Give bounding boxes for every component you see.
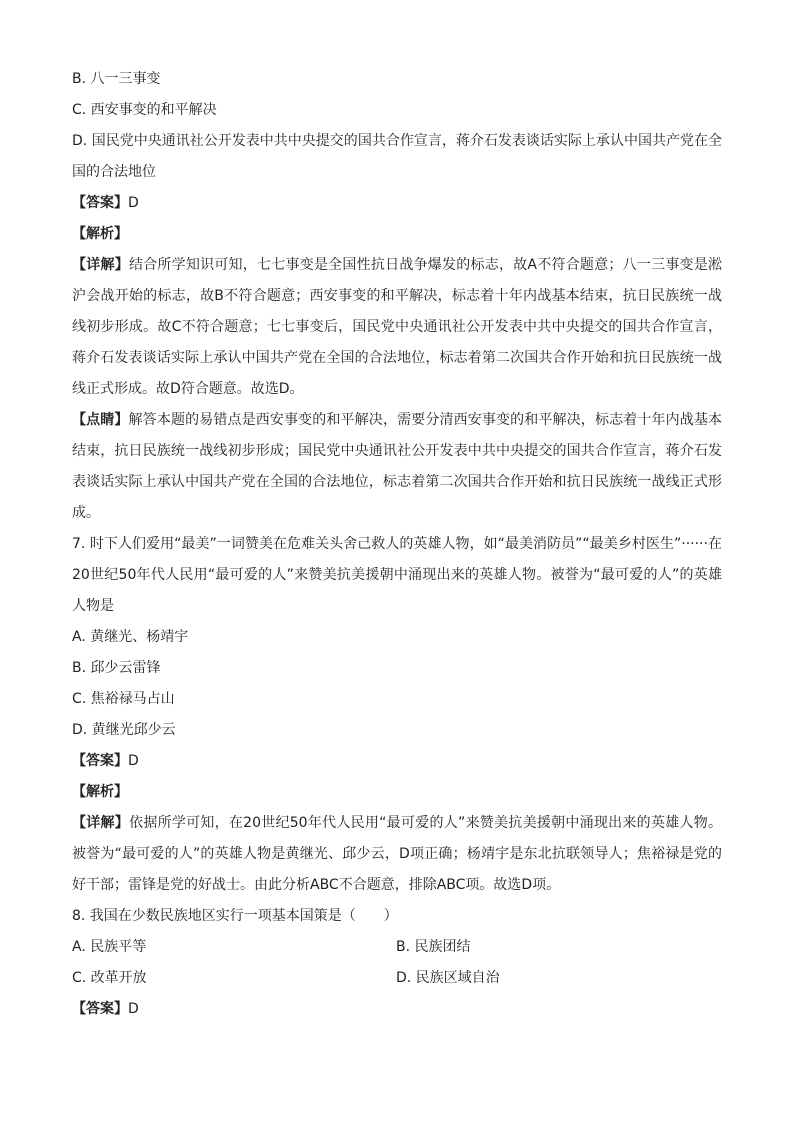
q7-option-d: D. 黄继光邱少云: [72, 722, 176, 738]
q8-answer: [72, 994, 722, 1025]
comment-text: 解答本题的易错点是西安事变的和平解决，需要分清西安事变的和平解决，标志着十年内战基本结束，抗日民族统一战线初步形成；国民党中央通讯社公开发表中共中央提交的国共合作宣言，蒋介石发表谈话实际上承认中国共产党在全国的合法地位，标志着第二次国共合作开始和抗日民族统一战线正式形成。: [72, 412, 723, 521]
detail-text: 依据所学可知，在20世纪50年代人民用“最可爱的人”来赞美抗美援朝中涌现出来的英雄人物。被誉为“最可爱的人”的英雄人物是黄继光、邱少云，D项正确；杨靖宇是东北抗联领导人；焦裕禄是党的好干部；雷锋是党的好战士。由此分析ABC不合题意，排除ABC项。故选D项。: [72, 815, 723, 893]
answer-value: D: [128, 195, 139, 211]
answer-tag: 【答案】: [72, 753, 128, 769]
q8-option-d: D. 民族区域自治: [396, 970, 500, 986]
q7-option-a: A. 黄继光、杨靖宇: [72, 629, 189, 645]
q7-option-b: B. 邱少云雷锋: [72, 660, 161, 676]
q7-analysis-heading: [72, 777, 722, 808]
detail-tag: 【详解】: [72, 815, 130, 831]
answer-value: D: [128, 753, 139, 769]
q6-comment: [72, 405, 722, 529]
analysis-tag: 【解析】: [72, 784, 128, 800]
q6-option-b: B. 八一三事变: [72, 71, 161, 87]
q6-detail: [72, 250, 722, 405]
q8-option-a: A. 民族平等: [72, 939, 147, 955]
q8-option-c: C. 改革开放: [72, 970, 147, 986]
q6-option-c: C. 西安事变的和平解决: [72, 102, 217, 118]
q8-stem: 8. 我国在少数民族地区实行一项基本国策是（ ）: [72, 908, 398, 924]
answer-tag: 【答案】: [72, 195, 128, 211]
answer-value: D: [128, 1001, 139, 1017]
q6-option-d: D. 国民党中央通讯社公开发表中共中央提交的国共合作宣言，蒋介石发表谈话实际上承认中国共产党在全国的合法地位: [72, 133, 722, 180]
q7-option-c: C. 焦裕禄马占山: [72, 691, 175, 707]
q8-options-row-2: [72, 963, 722, 994]
q8-option-b: B. 民族团结: [396, 939, 471, 955]
comment-tag: 【点睛】: [72, 412, 129, 428]
q7-stem: 7. 时下人们爱用“最美”一词赞美在危难关头舍己救人的英雄人物，如“最美消防员”“最美乡村医生”······在20世纪50年代人民用“最可爱的人”来赞美抗美援朝中涌现出来的英雄人物。被誉为“最可爱的人”的英雄人物是: [72, 536, 722, 614]
q6-answer: [72, 188, 722, 219]
detail-text: 结合所学知识可知，七七事变是全国性抗日战争爆发的标志，故A不符合题意；八一三事变是淞沪会战开始的标志，故B不符合题意；西安事变的和平解决，标志着十年内战基本结束，抗日民族统一战线初步形成。故C不符合题意；七七事变后，国民党中央通讯社公开发表中共中央提交的国共合作宣言，蒋介石发表谈话实际上承认中国共产党在全国的合法地位，标志着第二次国共合作开始和抗日民族统一战线正式形成。故D符合题意。故选D。: [72, 257, 723, 397]
detail-tag: 【详解】: [72, 257, 129, 273]
q7-detail: [72, 808, 722, 901]
q7-answer: [72, 746, 722, 777]
q8-options-row-1: [72, 932, 722, 963]
q6-analysis-heading: [72, 219, 722, 250]
analysis-tag: 【解析】: [72, 226, 128, 242]
answer-tag: 【答案】: [72, 1001, 128, 1017]
